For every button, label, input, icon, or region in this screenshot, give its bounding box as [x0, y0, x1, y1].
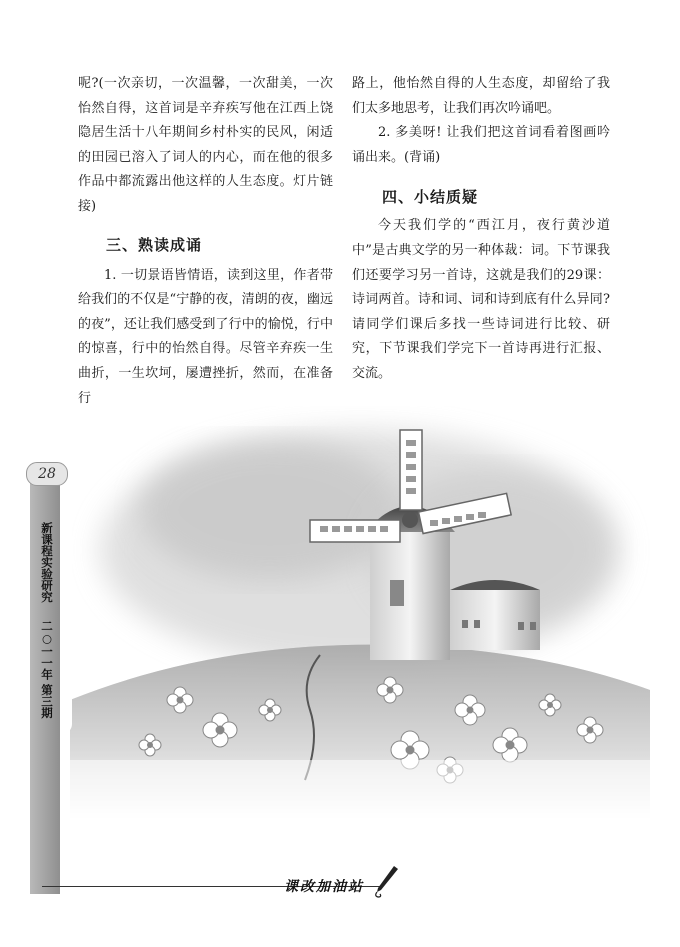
side-bar-notch [60, 484, 72, 734]
footer-brand: 课改加油站 [284, 879, 364, 895]
section-title-recite: 三、熟读成诵 [106, 235, 203, 254]
page-number: 28 [26, 462, 68, 486]
left-paragraph-1: 呢?(一次亲切，一次温馨，一次甜美，一次怡然自得，这首词是辛弃疾写他在江西上饶隐居生活十八年期间乡村朴实的民风，闲适的田园已溶入了词人的内心，而在他的很多作品中都流露出他这样的人生态度。灯片链接) [78, 76, 333, 214]
windmill-illustration-icon [70, 400, 650, 820]
right-paragraph-1: 路上，他怡然自得的人生态度，却留给了我们太多地思考，让我们再次吟诵吧。 [352, 76, 610, 116]
right-column [352, 72, 610, 387]
section-title-summary: 四、小结质疑 [382, 188, 479, 207]
left-paragraph-2: 1. 一切景语皆情语，读到这里，作者带给我们的不仅是“宁静的夜，清朗的夜，幽远的夜”，还让我们感受到了行中的愉悦，行中的惊喜，行中的怡然自得。尽管辛弃疾一生曲折，一生坎坷，屡遭挫折，然而，在准备行 [78, 267, 333, 406]
journal-title: 新课程实验研究 [40, 522, 54, 603]
right-paragraph-2: 2. 多美呀! 让我们把这首词看着图画吟诵出来。(背诵) [352, 125, 610, 165]
right-paragraph-3: 今天我们学的“西江月，夜行黄沙道中”是古典文学的另一种体裁：词。下节课我们还要学习另一首诗，这就是我们的29课：诗词两首。诗和词、词和诗到底有什么异同?请同学们课后多找一些诗词进行比较、研究，下节课我们学完下一首诗再进行汇报、交流。 [352, 218, 610, 381]
journal-issue: 二○一一年 第三期 [40, 620, 54, 719]
pen-icon [372, 864, 400, 898]
left-column [78, 72, 333, 411]
